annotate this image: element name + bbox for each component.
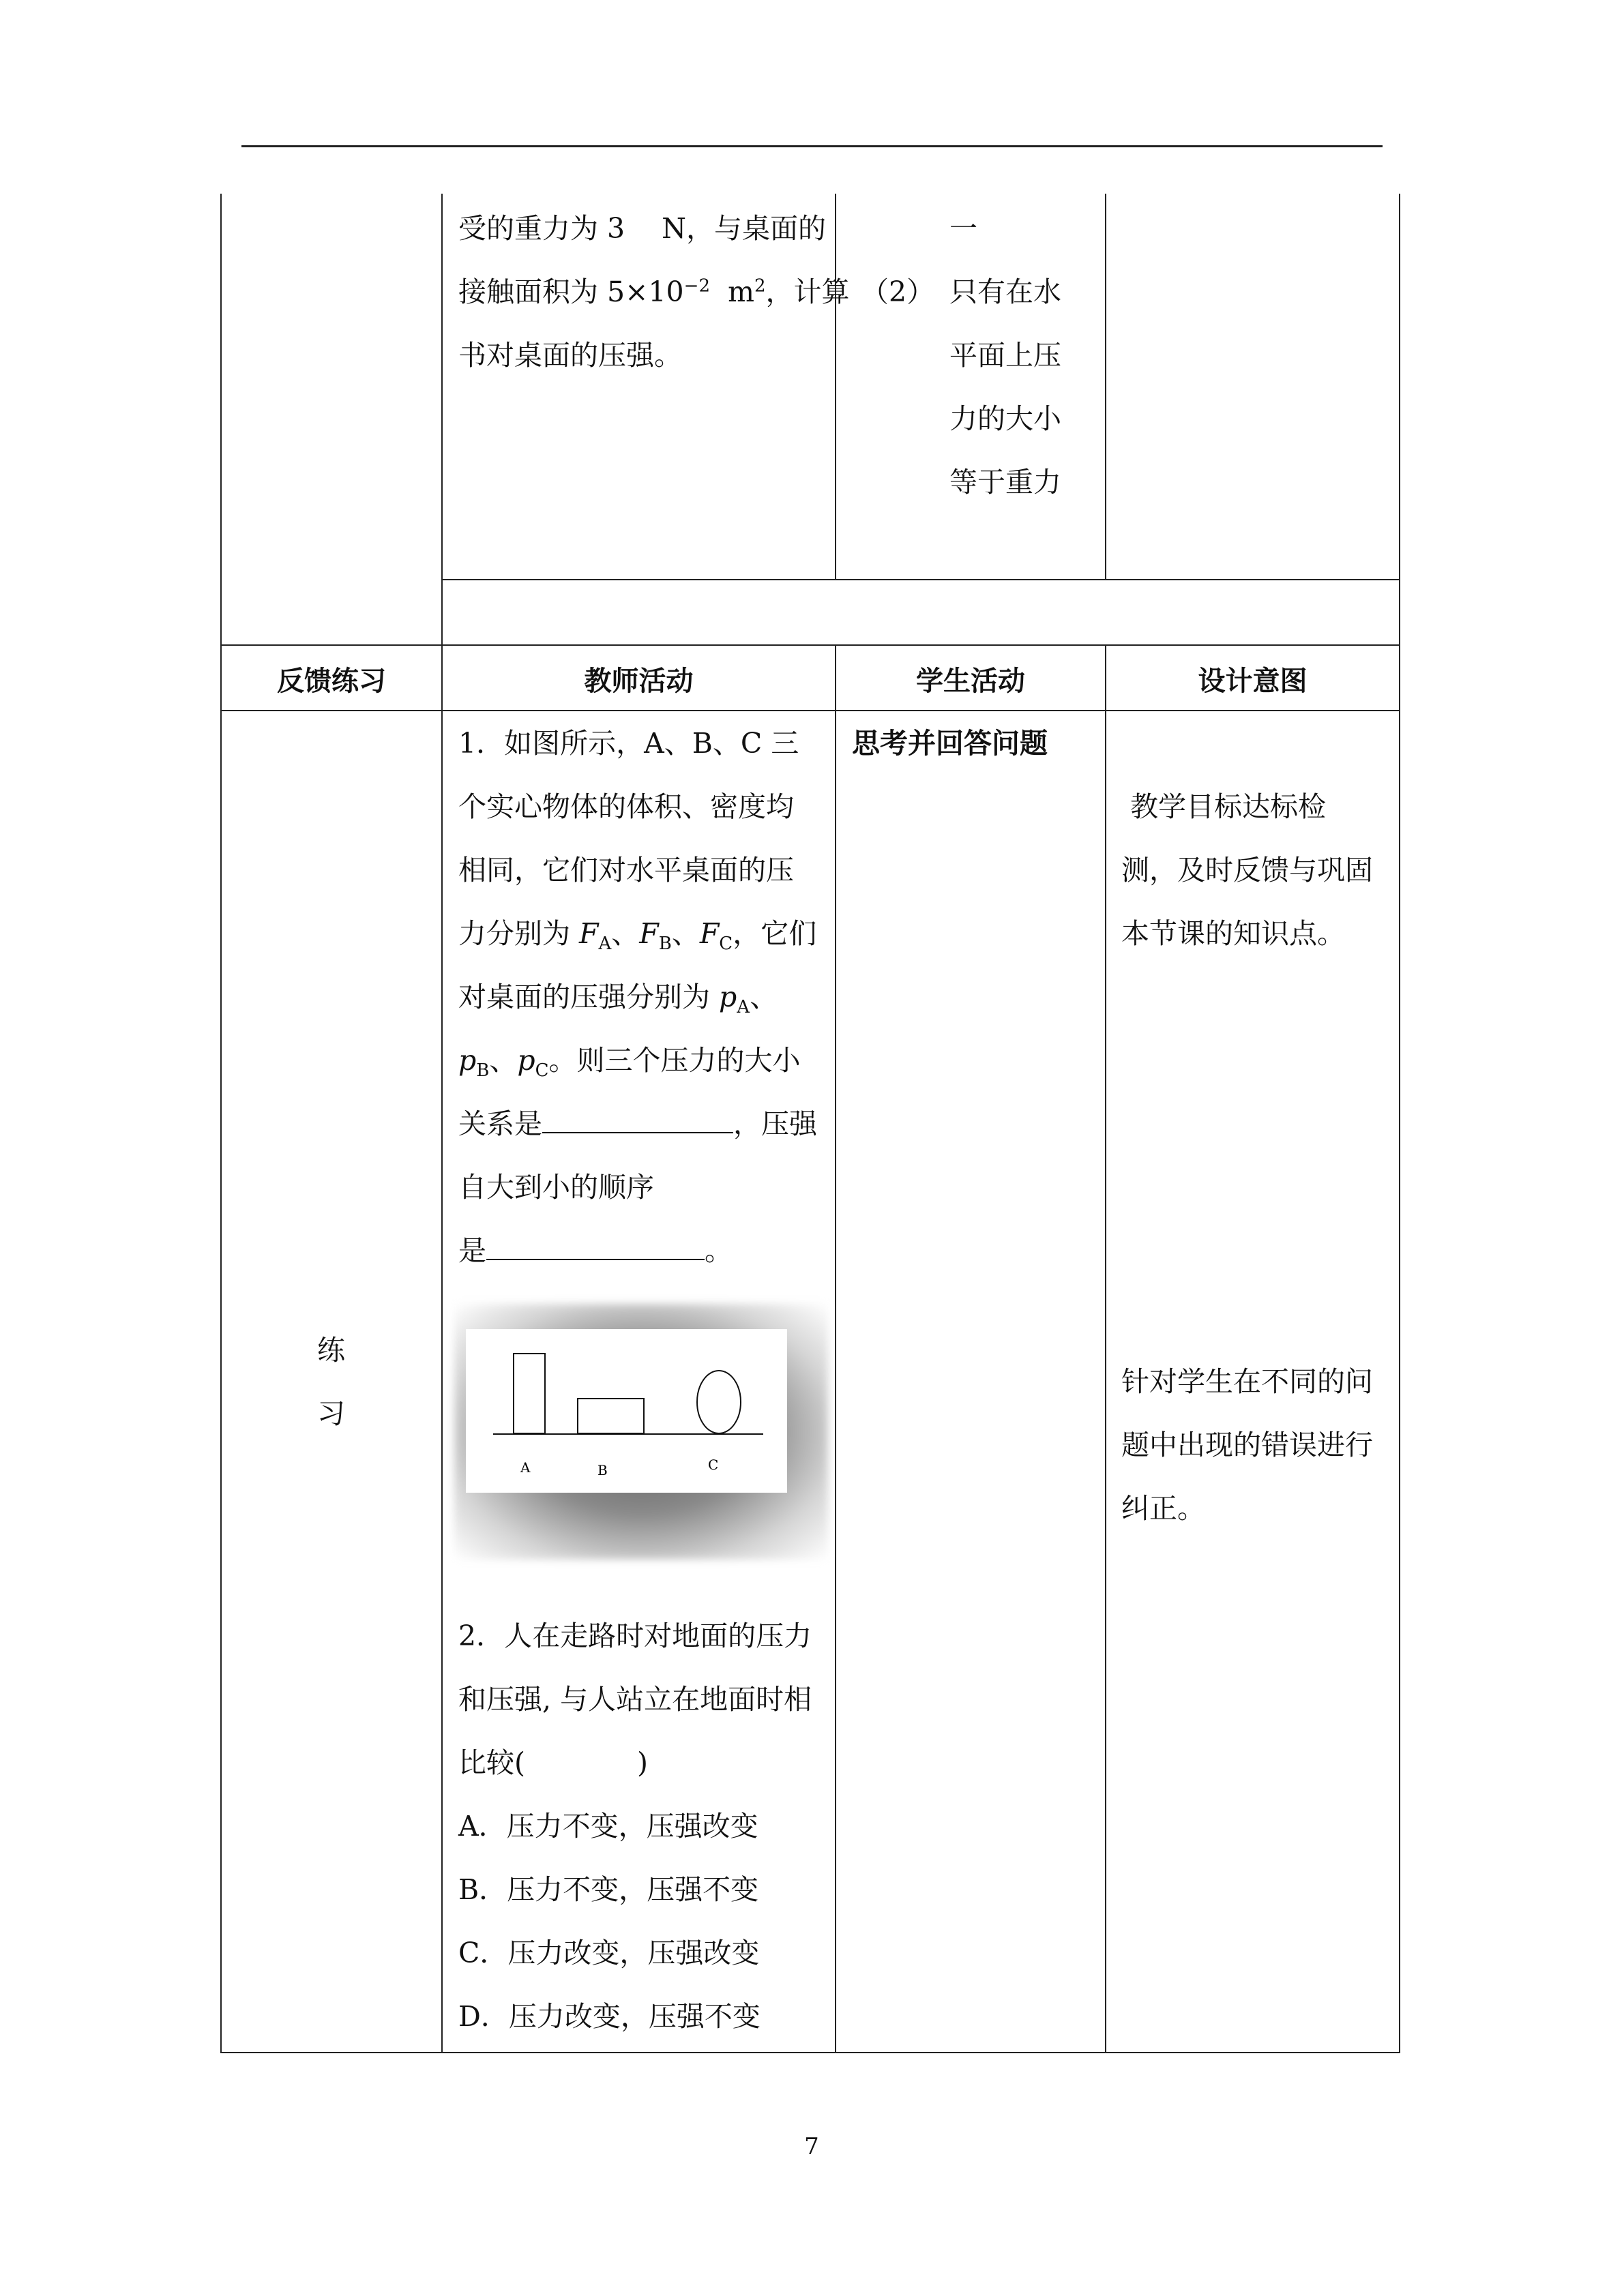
table-border-right [1399, 194, 1400, 2053]
q1-line: 1．如图所示，A、B、C 三 [458, 727, 799, 760]
page-header-rule [241, 145, 1383, 147]
label-b: B [597, 1462, 608, 1478]
q1-line: 相同，它们对水平桌面的压 [458, 854, 794, 886]
student-activity-text: 思考并回答问题 [852, 727, 1048, 760]
label-a: A [520, 1459, 531, 1476]
practice-label: 练 [317, 1334, 345, 1367]
page-number: 7 [804, 2133, 819, 2160]
teacher-text-line: 接触面积为 $5\times 10^{-2}$ $m^2$，计算 [458, 275, 850, 308]
q2-option-a: A．压力不变，压强改变 [458, 1810, 758, 1843]
object-a-tall-rect [514, 1354, 545, 1433]
student-text-line: 力的大小 [949, 402, 1061, 435]
table-bottom [220, 2052, 1400, 2053]
student-number: （2） [861, 275, 935, 308]
q2-option-c: C．压力改变，压强改变 [458, 1937, 760, 1969]
q1-line: $p_B$、$p_C$。则三个压力的大小 [458, 1044, 801, 1082]
q2-line: 2．人在走路时对地面的压力 [458, 1620, 812, 1652]
student-text-line: 等于重力 [949, 466, 1061, 498]
table-border-left [220, 194, 222, 2053]
intent-text-line: 测，及时反馈与巩固 [1121, 854, 1373, 886]
intent-text-line: 本节课的知识点。 [1121, 917, 1345, 950]
answer-blank[interactable] [542, 1107, 733, 1133]
intent-text-line: 题中出现的错误进行 [1121, 1429, 1373, 1461]
table-col-divider-2a [835, 194, 836, 580]
object-b-flat-rect [578, 1399, 644, 1433]
student-dash: 一 [949, 212, 977, 245]
student-text-line: 平面上压 [949, 339, 1061, 372]
object-c-ellipse [697, 1371, 741, 1433]
header-feedback: 反馈练习 [277, 666, 386, 697]
q1-line: 关系是 ，压强 [458, 1107, 817, 1140]
q1-line: 力分别为 $F_A$、$F_B$、$F_C$，它们 [458, 917, 817, 955]
answer-blank[interactable] [486, 1234, 705, 1260]
teacher-text-line: 受的重力为 3 N，与桌面的 [458, 212, 827, 245]
table-col-divider-3b [1105, 644, 1106, 2053]
header-intent: 设计意图 [1198, 666, 1308, 697]
q1-line: 是 。 [458, 1234, 733, 1267]
intent-text-line: 针对学生在不同的问 [1121, 1365, 1373, 1398]
table-col-divider-1 [441, 194, 443, 2053]
intent-text-line: 纠正。 [1121, 1492, 1205, 1525]
teacher-text-line: 书对桌面的压强。 [458, 339, 682, 372]
table-header-bottom [220, 710, 1400, 711]
intent-text-line: 教学目标达标检 [1121, 790, 1327, 823]
q2-line: 比较( ) [458, 1746, 648, 1779]
table-col-divider-2b [835, 644, 836, 2053]
q1-line: 对桌面的压强分别为 $p_A$、 [458, 981, 778, 1018]
header-teacher: 教师活动 [584, 666, 694, 697]
student-text-line: 只有在水 [949, 275, 1061, 308]
q2-line: 和压强, 与人站立在地面时相 [458, 1683, 812, 1716]
q2-option-d: D．压力改变，压强不变 [458, 2000, 761, 2033]
label-c: C [708, 1457, 719, 1473]
practice-label: 习 [317, 1397, 345, 1430]
q2-option-b: B．压力不变，压强不变 [458, 1873, 759, 1906]
q1-line: 个实心物体的体积、密度均 [458, 790, 794, 823]
objects-diagram [466, 1329, 787, 1493]
header-student: 学生活动 [916, 666, 1025, 697]
table-col-divider-3a [1105, 194, 1106, 580]
figure-image [466, 1329, 787, 1493]
table-row-divider-top [441, 579, 1400, 580]
q1-line: 自大到小的顺序 [458, 1171, 654, 1204]
table-header-top [220, 644, 1400, 646]
